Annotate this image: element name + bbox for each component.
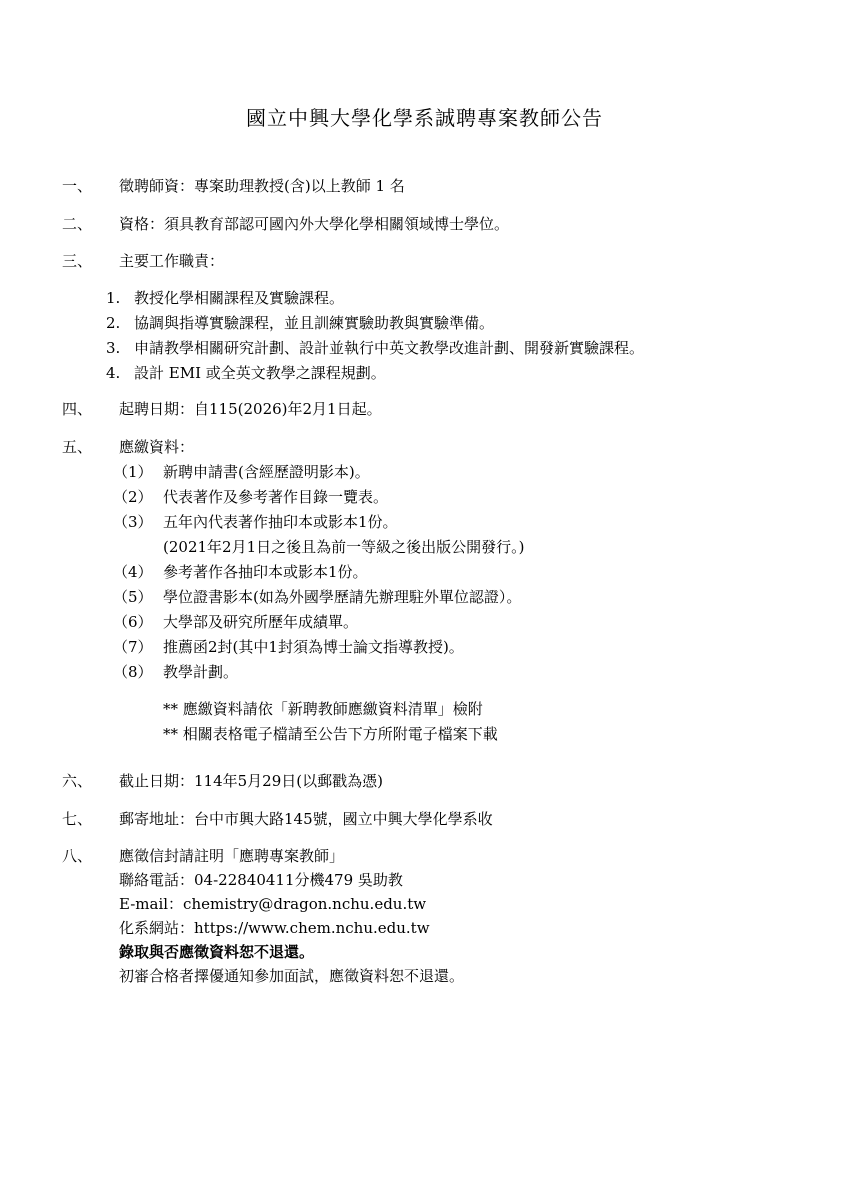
contact-website: 化系網站：https://www.chem.nchu.edu.tw	[119, 919, 430, 937]
section-2-number: 二、	[62, 215, 93, 233]
doc-5-text: 學位證書影本(如為外國學歷請先辦理駐外單位認證）。	[163, 588, 522, 606]
doc-6-text: 大學部及研究所歷年成績單。	[163, 613, 359, 631]
section-6-text: 截止日期：114年5月29日(以郵戳為憑)	[119, 772, 383, 790]
doc-3-number: （3）	[113, 513, 153, 531]
duty-1-number: 1.	[106, 289, 121, 307]
doc-1-number: （1）	[113, 463, 153, 481]
doc-3-text: 五年內代表著作抽印本或影本1份。	[163, 513, 398, 531]
doc-1-text: 新聘申請書(含經歷證明影本)。	[163, 463, 370, 481]
section-5-text: 應繳資料：	[119, 438, 195, 456]
duty-2-text: 協調與指導實驗課程，並且訓練實驗助教與實驗準備。	[134, 314, 495, 332]
duty-4-number: 4.	[106, 364, 121, 382]
section-7-number: 七、	[62, 810, 93, 828]
doc-4-text: 參考著作各抽印本或影本1份。	[163, 563, 368, 581]
duty-4-text: 設計 EMI 或全英文教學之課程規劃。	[134, 364, 386, 382]
section-8-text: 應徵信封請註明「應聘專案教師」	[119, 847, 345, 865]
duty-3-number: 3.	[106, 339, 121, 357]
page-title: 國立中興大學化學系誠聘專案教師公告	[246, 106, 603, 130]
section-2-text: 資格：須具教育部認可國內外大學化學相關領域博士學位。	[119, 215, 510, 233]
doc-7-number: （7）	[113, 638, 153, 656]
bold-notice: 錄取與否應徵資料恕不退還。	[119, 943, 315, 961]
doc-3-note: (2021年2月1日之後且為前一等級之後出版公開發行。)	[163, 538, 525, 556]
section-1-text: 徵聘師資：專案助理教授(含)以上教師 1 名	[119, 177, 405, 195]
doc-8-text: 教學計劃。	[163, 663, 239, 681]
section-3-text: 主要工作職責：	[119, 252, 225, 270]
section-7-text: 郵寄地址：台中市興大路145號，國立中興大學化學系收	[119, 810, 493, 828]
doc-2-number: （2）	[113, 488, 153, 506]
doc-8-number: （8）	[113, 663, 153, 681]
duty-3-text: 申請教學相關研究計劃、設計並執行中英文教學改進計劃、開發新實驗課程。	[134, 339, 645, 357]
doc-7-text: 推薦函2封(其中1封須為博士論文指導教授)。	[163, 638, 464, 656]
section-6-number: 六、	[62, 772, 93, 790]
doc-5-number: （5）	[113, 588, 153, 606]
contact-phone: 聯絡電話：04-22840411分機479 吳助教	[119, 871, 403, 889]
section-4-number: 四、	[62, 400, 93, 418]
section-4-text: 起聘日期：自115(2026)年2月1日起。	[119, 400, 382, 418]
note-1: ** 應繳資料請依「新聘教師應繳資料清單」檢附	[163, 700, 483, 718]
doc-6-number: （6）	[113, 613, 153, 631]
doc-2-text: 代表著作及參考著作目錄一覽表。	[163, 488, 389, 506]
section-3-number: 三、	[62, 252, 93, 270]
duty-1-text: 教授化學相關課程及實驗課程。	[134, 289, 345, 307]
contact-email: E-mail：chemistry@dragon.nchu.edu.tw	[119, 895, 427, 913]
section-1-number: 一、	[62, 177, 93, 195]
doc-4-number: （4）	[113, 563, 153, 581]
section-8-number: 八、	[62, 847, 93, 865]
section-5-number: 五、	[62, 438, 93, 456]
note-2: ** 相關表格電子檔請至公告下方所附電子檔案下載	[163, 725, 498, 743]
duty-2-number: 2.	[106, 314, 121, 332]
final-notice: 初審合格者擇優通知參加面試，應徵資料恕不退還。	[119, 967, 465, 985]
